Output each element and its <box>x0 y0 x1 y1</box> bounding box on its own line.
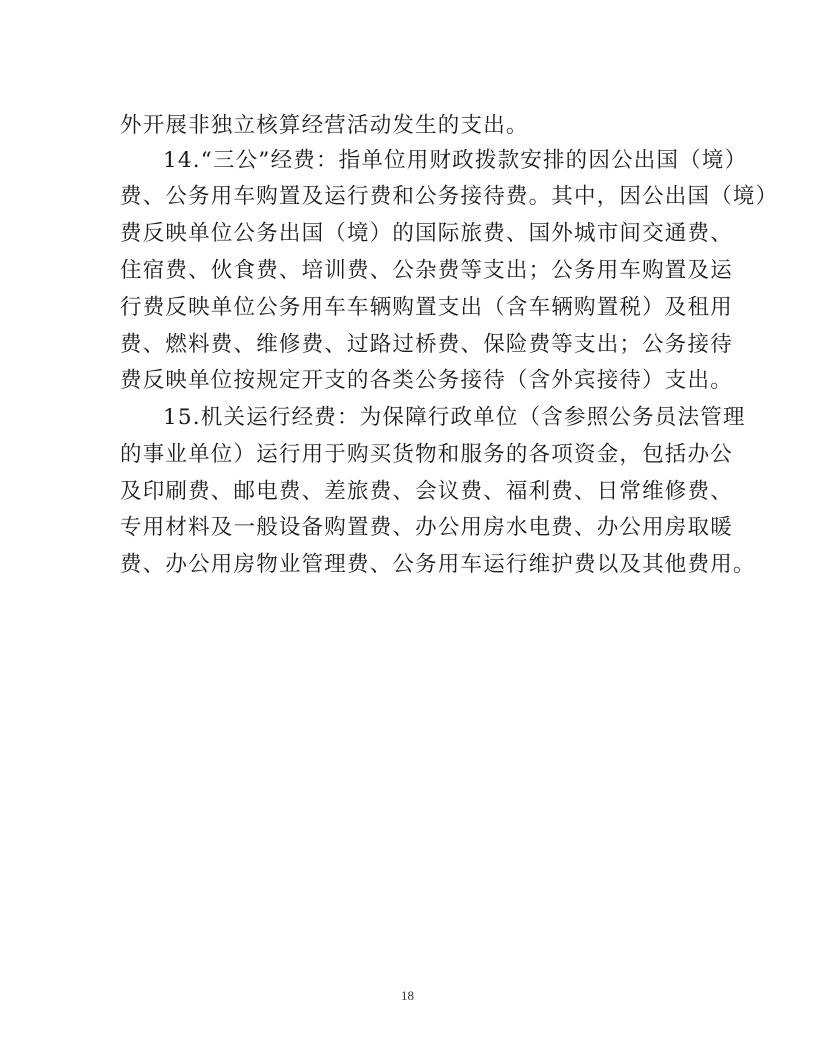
text-line-7: 费、燃料费、维修费、过路过桥费、保险费等支出；公务接待 <box>120 332 733 357</box>
text-line-8: 费反映单位按规定开支的各类公务接待（含外宾接待）支出。 <box>120 368 733 393</box>
text-line-3: 费、公务用车购置及运行费和公务接待费。其中，因公出国（境） <box>120 184 779 209</box>
text-line-12: 专用材料及一般设备购置费、办公用房水电费、办公用房取暖 <box>120 515 733 540</box>
page-number: 18 <box>401 988 414 1003</box>
text-line-6: 行费反映单位公务用车车辆购置支出（含车辆购置税）及租用 <box>120 295 733 320</box>
text-line-11: 及印刷费、邮电费、差旅费、会议费、福利费、日常维修费、 <box>120 479 733 504</box>
text-line-13: 费、办公用房物业管理费、公务用车运行维护费以及其他费用。 <box>120 552 756 577</box>
text-line-2: 14.“三公”经费：指单位用财政拨款安排的因公出国（境） <box>163 148 748 173</box>
text-line-10: 的事业单位）运行用于购买货物和服务的各项资金，包括办公 <box>120 442 733 467</box>
text-line-1: 外开展非独立核算经营活动发生的支出。 <box>120 113 529 138</box>
text-line-4: 费反映单位公务出国（境）的国际旅费、国外城市间交通费、 <box>120 221 733 246</box>
text-line-9: 15.机关运行经费：为保障行政单位（含参照公务员法管理 <box>163 405 746 430</box>
text-line-5: 住宿费、伙食费、培训费、公杂费等支出；公务用车购置及运 <box>120 258 733 283</box>
